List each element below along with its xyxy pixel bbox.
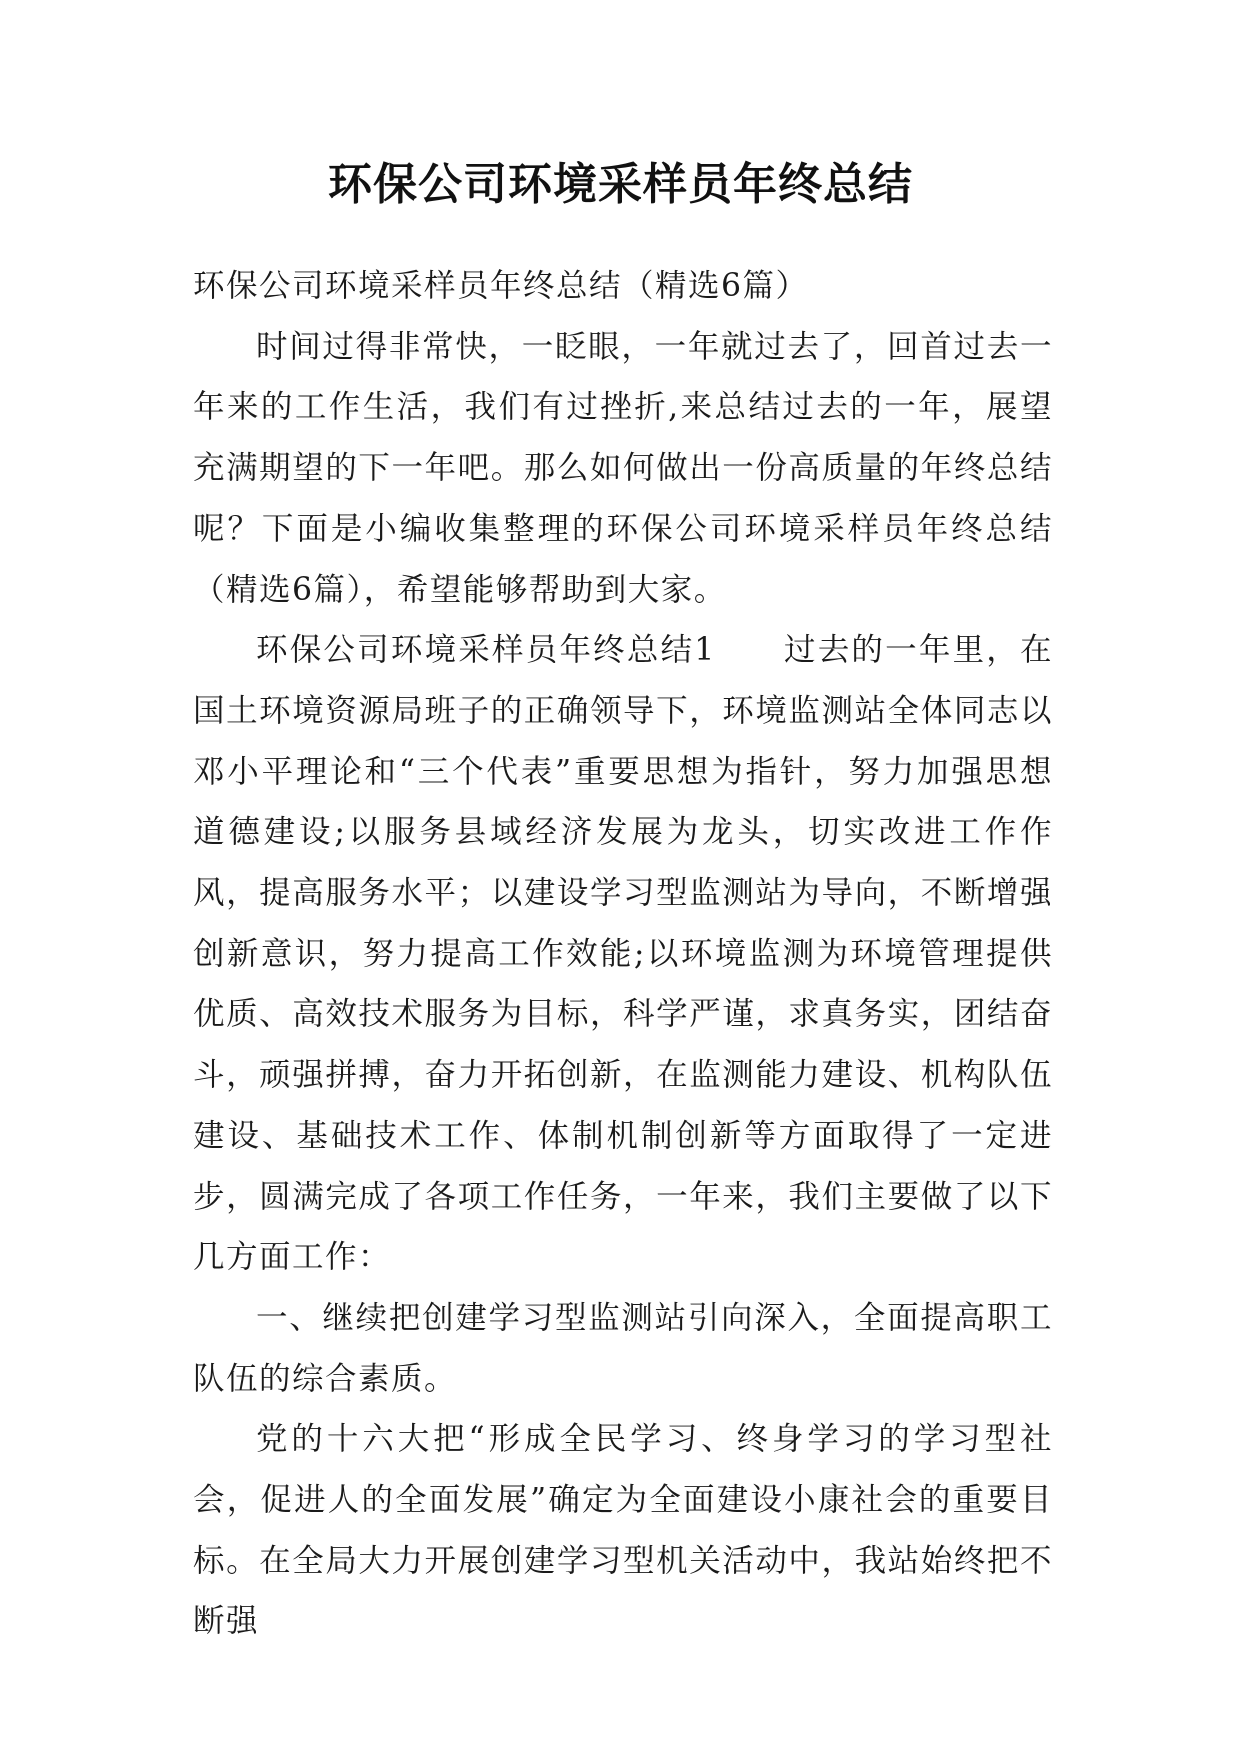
intro-paragraph: 时间过得非常快，一眨眼，一年就过去了，回首过去一年来的工作生活，我们有过挫折,来总结过去的一年，展望充满期望的下一年吧。那么如何做出一份高质量的年终总结呢？下面是小编收集整理的环保公司环境采样员年终总结（精选6篇），希望能够帮助到大家。 bbox=[193, 328, 1053, 608]
document-title: 环保公司环境采样员年终总结 bbox=[328, 159, 913, 210]
body-paragraph: 党的十六大把“形成全民学习、终身学习的学习型社会，促进人的全面发展”确定为全面建设小康社会的重要目标。在全局大力开展创建学习型机关活动中，我站始终把不断强 bbox=[193, 1421, 1053, 1640]
document-body bbox=[193, 256, 1053, 1652]
subtitle-paragraph: 环保公司环境采样员年终总结（精选6篇） bbox=[193, 268, 809, 304]
summary-1-paragraph: 环保公司环境采样员年终总结1 过去的一年里，在国土环境资源局班子的正确领导下，环境监测站全体同志以邓小平理论和“三个代表”重要思想为指针，努力加强思想道德建设;以服务县域经济发展为龙头，切实改进工作作风，提高服务水平；以建设学习型监测站为导向，不断增强创新意识，努力提高工作效能;以环境监测为环境管理提供优质、高效技术服务为目标，科学严谨，求真务实，团结奋斗，顽强拼搏，奋力开拓创新，在监测能力建设、机构队伍建设、基础技术工作、体制机制创新等方面取得了一定进步，圆满完成了各项工作任务，一年来，我们主要做了以下几方面工作： bbox=[193, 632, 1053, 1276]
section-heading-1: 一、继续把创建学习型监测站引向深入，全面提高职工队伍的综合素质。 bbox=[193, 1299, 1053, 1397]
